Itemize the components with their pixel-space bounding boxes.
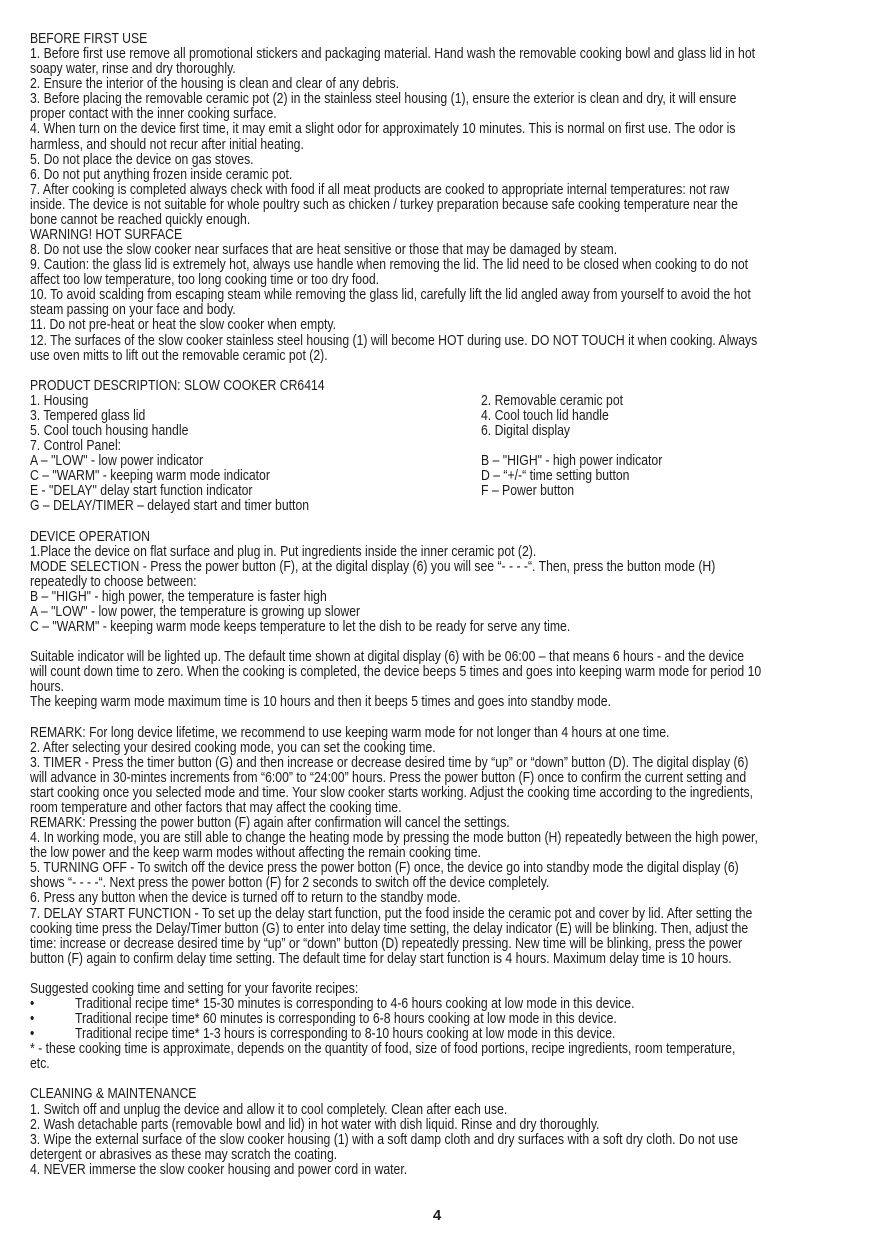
part-item-right: D – “+/-“ time setting button xyxy=(481,467,630,485)
text-line xyxy=(30,242,850,257)
text-line xyxy=(30,302,850,317)
text-line xyxy=(30,981,850,996)
blank-line xyxy=(30,363,850,378)
text-line-content: 3. Wipe the external surface of the slow cooker housing (1) with a soft damp cloth and dry surfaces with a soft dry cloth. Do not use xyxy=(30,1130,739,1148)
section-heading xyxy=(30,227,850,242)
text-line-content: 1. Before first use remove all promotional stickers and packaging material. Hand wash the removable cooking bowl and glass lid in hot xyxy=(30,45,756,63)
text-line-content: B – "HIGH" - high power, the temperature is faster high xyxy=(30,587,327,605)
text-line-content: Suggested cooking time and setting for your favorite recipes: xyxy=(30,979,359,997)
section-heading-text: PRODUCT DESCRIPTION: SLOW COOKER CR6414 xyxy=(30,376,325,394)
text-line-content: G – DELAY/TIMER – delayed start and timer button xyxy=(30,497,310,515)
bullet-icon: • xyxy=(30,1010,35,1028)
text-line xyxy=(30,272,850,287)
text-line xyxy=(30,574,850,589)
text-line xyxy=(30,121,850,136)
text-line-content: etc. xyxy=(30,1055,50,1073)
text-line xyxy=(30,287,850,302)
part-item-right: B – "HIGH" - high power indicator xyxy=(481,452,663,470)
text-line xyxy=(30,167,850,182)
part-list-row xyxy=(30,483,850,498)
text-line-content: 8. Do not use the slow cooker near surfaces that are heat sensitive or those that may be damaged by steam. xyxy=(30,241,618,259)
part-list-row xyxy=(30,453,850,468)
blank-line xyxy=(30,514,850,529)
bullet-text: Traditional recipe time* 1-3 hours is corresponding to 8-10 hours cooking at low mode in this device. xyxy=(75,1025,616,1043)
bullet-item xyxy=(30,1011,850,1026)
text-line-content: REMARK: For long device lifetime, we recommend to use keeping warm mode for not longer than 4 hours at one time. xyxy=(30,723,670,741)
text-line-content: 5. Do not place the device on gas stoves. xyxy=(30,150,254,168)
bullet-icon: • xyxy=(30,1025,35,1043)
text-line-content: harmless, and should not recur after initial heating. xyxy=(30,135,304,153)
text-line-content: A – "LOW" - low power, the temperature is growing up slower xyxy=(30,602,361,620)
text-line xyxy=(30,91,850,106)
text-line xyxy=(30,559,850,574)
text-line xyxy=(30,46,850,61)
page-number: 4 xyxy=(432,1207,442,1224)
text-line-content: REMARK: Pressing the power button (F) again after confirmation will cancel the settings. xyxy=(30,814,510,832)
text-line-content: 4. When turn on the device first time, it may emit a slight odor for approximately 10 minutes. This is normal on first use. The odor is xyxy=(30,120,736,138)
text-line xyxy=(30,544,850,559)
text-line-content: MODE SELECTION - Press the power button (F), at the digital display (6) you will see “- - - -“. Then, press the button mode (H) xyxy=(30,557,716,575)
text-line-content: 4. In working mode, you are still able to change the heating mode by pressing the mode button (H) repeatedly between the high power, xyxy=(30,829,758,847)
text-line-content: 4. NEVER immerse the slow cooker housing and power cord in water. xyxy=(30,1160,408,1178)
text-line xyxy=(30,61,850,76)
blank-line xyxy=(30,966,850,981)
text-line-content: will count down time to zero. When the cooking is completed, the device beeps 5 times and goes into keeping warm mode for period 10 xyxy=(30,663,762,681)
text-line xyxy=(30,649,850,664)
part-list-row xyxy=(30,423,850,438)
text-line-content: 5. TURNING OFF - To switch off the device press the power botton (F) once, the device go into standby mode the digital display (6) xyxy=(30,859,739,877)
text-line-content: 12. The surfaces of the slow cooker stainless steel housing (1) will become HOT during use. DO NOT TOUCH it when cooking. Always xyxy=(30,331,758,349)
text-line xyxy=(30,694,850,709)
text-line-content: hours. xyxy=(30,678,64,696)
text-line xyxy=(30,1117,850,1132)
part-item-left: 3. Tempered glass lid xyxy=(30,406,146,424)
text-line xyxy=(30,875,850,890)
text-line xyxy=(30,1132,850,1147)
text-line xyxy=(30,664,850,679)
text-line xyxy=(30,604,850,619)
text-line xyxy=(30,725,850,740)
text-line xyxy=(30,740,850,755)
text-line xyxy=(30,317,850,332)
text-line-content: affect too low temperature, too long cooking time or too dry food. xyxy=(30,271,380,289)
text-line xyxy=(30,755,850,770)
text-line-content: 6. Press any button when the device is turned off to return to the standby mode. xyxy=(30,889,461,907)
text-line xyxy=(30,1147,850,1162)
text-line xyxy=(30,257,850,272)
text-line-content: use oven mitts to lift out the removable ceramic pot (2). xyxy=(30,346,328,364)
text-line xyxy=(30,860,850,875)
text-line-content: will advance in 30-mintes increments from “6:00” to “24:00” hours. Press the power button (F) once to confirm the current setting and xyxy=(30,768,747,786)
text-line-content: repeatedly to choose between: xyxy=(30,572,197,590)
text-line xyxy=(30,212,850,227)
text-line-content: 7. Control Panel: xyxy=(30,437,122,455)
text-line xyxy=(30,830,850,845)
section-heading xyxy=(30,529,850,544)
part-item-left: C – "WARM" - keeping warm mode indicator xyxy=(30,467,270,485)
blank-line xyxy=(30,634,850,649)
text-line xyxy=(30,348,850,363)
section-heading xyxy=(30,1086,850,1101)
text-line xyxy=(30,589,850,604)
manual-page-body xyxy=(30,31,850,1177)
part-list-row xyxy=(30,408,850,423)
bullet-item xyxy=(30,996,850,1011)
text-line xyxy=(30,333,850,348)
text-line xyxy=(30,197,850,212)
section-heading-text: CLEANING & MAINTENANCE xyxy=(30,1085,197,1103)
text-line-content: 2. Wash detachable parts (removable bowl and lid) in hot water with dish liquid. Rinse and dry thoroughly. xyxy=(30,1115,600,1133)
text-line-content: start cooking once you selected mode and time. Your slow cooker starts working. Adjust the cooking time according to the ingredients, xyxy=(30,783,754,801)
text-line xyxy=(30,921,850,936)
text-line xyxy=(30,1041,850,1056)
text-line-content: 11. Do not pre-heat or heat the slow cooker when empty. xyxy=(30,316,337,334)
text-line-content: The keeping warm mode maximum time is 10 hours and then it beeps 5 times and goes into standby mode. xyxy=(30,693,611,711)
text-line-content: steam passing on your face and body. xyxy=(30,301,236,319)
text-line-content: button (F) again to confirm delay time setting. The default time for delay start function is 4 hours. Maximum delay time is 10 hours. xyxy=(30,949,732,967)
text-line xyxy=(30,800,850,815)
part-item-left: A – "LOW" - low power indicator xyxy=(30,452,204,470)
text-line xyxy=(30,936,850,951)
text-line xyxy=(30,498,850,513)
blank-line xyxy=(30,1071,850,1086)
text-line xyxy=(30,770,850,785)
text-line-content: * - these cooking time is approximate, depends on the quantity of food, size of food portions, recipe ingredients, room temperature, xyxy=(30,1040,736,1058)
text-line xyxy=(30,619,850,634)
bullet-text: Traditional recipe time* 15-30 minutes is corresponding to 4-6 hours cooking at low mode in this device. xyxy=(75,995,635,1012)
section-heading-text: WARNING! HOT SURFACE xyxy=(30,226,183,244)
text-line-content: shows “- - - -“. Next press the power botton (F) for 2 seconds to switch off the device completely. xyxy=(30,874,550,892)
section-heading xyxy=(30,378,850,393)
text-line-content: 3. TIMER - Press the timer button (G) and then increase or decrease desired time by “up” or “down” button (D). The digital display (6) xyxy=(30,753,749,771)
part-item-right: 4. Cool touch lid handle xyxy=(481,406,609,424)
text-line xyxy=(30,106,850,121)
section-heading-text: BEFORE FIRST USE xyxy=(30,30,148,47)
text-line xyxy=(30,845,850,860)
text-line xyxy=(30,76,850,91)
part-item-right: 2. Removable ceramic pot xyxy=(481,391,624,409)
text-line xyxy=(30,785,850,800)
part-item-left: E - "DELAY" delay start function indicator xyxy=(30,482,253,500)
text-line xyxy=(30,438,850,453)
text-line-content: inside. The device is not suitable for whole poultry such as chicken / turkey preparation because safe cooking temperature near the xyxy=(30,195,738,213)
part-item-left: 1. Housing xyxy=(30,391,89,409)
bullet-text: Traditional recipe time* 60 minutes is corresponding to 6-8 hours cooking at low mode in this device. xyxy=(75,1010,617,1028)
text-line xyxy=(30,890,850,905)
text-line-content: proper contact with the inner cooking surface. xyxy=(30,105,277,123)
blank-line xyxy=(30,710,850,725)
section-heading xyxy=(30,31,850,46)
text-line-content: 7. DELAY START FUNCTION - To set up the delay start function, put the food inside the ceramic pot and cover by lid. After setting the xyxy=(30,904,753,922)
text-line-content: C – "WARM" - keeping warm mode keeps temperature to let the dish to be ready for serve any time. xyxy=(30,618,571,636)
text-line-content: the low power and the keep warm modes without affecting the remain cooking time. xyxy=(30,844,481,862)
text-line xyxy=(30,906,850,921)
text-line-content: 2. After selecting your desired cooking mode, you can set the cooking time. xyxy=(30,738,436,756)
text-line-content: 9. Caution: the glass lid is extremely hot, always use handle when removing the lid. The lid need to be closed when cooking to do not xyxy=(30,256,749,274)
text-line-content: detergent or abrasives as these may scratch the coating. xyxy=(30,1145,338,1163)
text-line-content: Suitable indicator will be lighted up. The default time shown at digital display (6) with be 06:00 – that means 6 hours - and the device xyxy=(30,648,745,666)
part-item-right: 6. Digital display xyxy=(481,422,571,440)
text-line xyxy=(30,815,850,830)
bullet-item xyxy=(30,1026,850,1041)
text-line-content: cooking time press the Delay/Timer button (G) to enter into delay time setting, the delay indicator (E) will be blinking. Then, adjust the xyxy=(30,919,749,937)
text-line xyxy=(30,1102,850,1117)
text-line-content: 10. To avoid scalding from escaping steam while removing the glass lid, carefully lift the lid angled away from yourself to avoid the hot xyxy=(30,286,751,304)
bullet-icon: • xyxy=(30,995,35,1012)
text-line xyxy=(30,182,850,197)
text-line-content: 1.Place the device on flat surface and plug in. Put ingredients inside the inner ceramic pot (2). xyxy=(30,542,537,560)
text-line xyxy=(30,152,850,167)
text-line-content: 7. After cooking is completed always check with food if all meat products are cooked to appropriate internal temperatures: not raw xyxy=(30,180,730,198)
part-list-row xyxy=(30,468,850,483)
text-line-content: 2. Ensure the interior of the housing is clean and clear of any debris. xyxy=(30,75,400,93)
section-heading-text: DEVICE OPERATION xyxy=(30,527,151,545)
text-line-content: 3. Before placing the removable ceramic pot (2) in the stainless steel housing (1), ensure the exterior is clean and dry, it will ensure xyxy=(30,90,737,108)
text-line xyxy=(30,679,850,694)
text-line xyxy=(30,1162,850,1177)
text-line-content: 6. Do not put anything frozen inside ceramic pot. xyxy=(30,165,293,183)
text-line-content: time: increase or decrease desired time by “up” or “down” button (D) repeatedly pressing. New time will be blinking, press the power xyxy=(30,934,743,952)
part-list-row xyxy=(30,393,850,408)
part-item-left: 5. Cool touch housing handle xyxy=(30,422,189,440)
text-line-content: 1. Switch off and unplug the device and allow it to cool completely. Clean after each use. xyxy=(30,1100,508,1118)
text-line-content: soapy water, rinse and dry thoroughly. xyxy=(30,60,236,78)
text-line xyxy=(30,1056,850,1071)
text-line-content: bone cannot be reached quickly enough. xyxy=(30,210,251,228)
text-line-content: room temperature and other factors that may affect the cooking time. xyxy=(30,798,402,816)
text-line xyxy=(30,137,850,152)
text-line xyxy=(30,951,850,966)
part-item-right: F – Power button xyxy=(481,482,575,500)
